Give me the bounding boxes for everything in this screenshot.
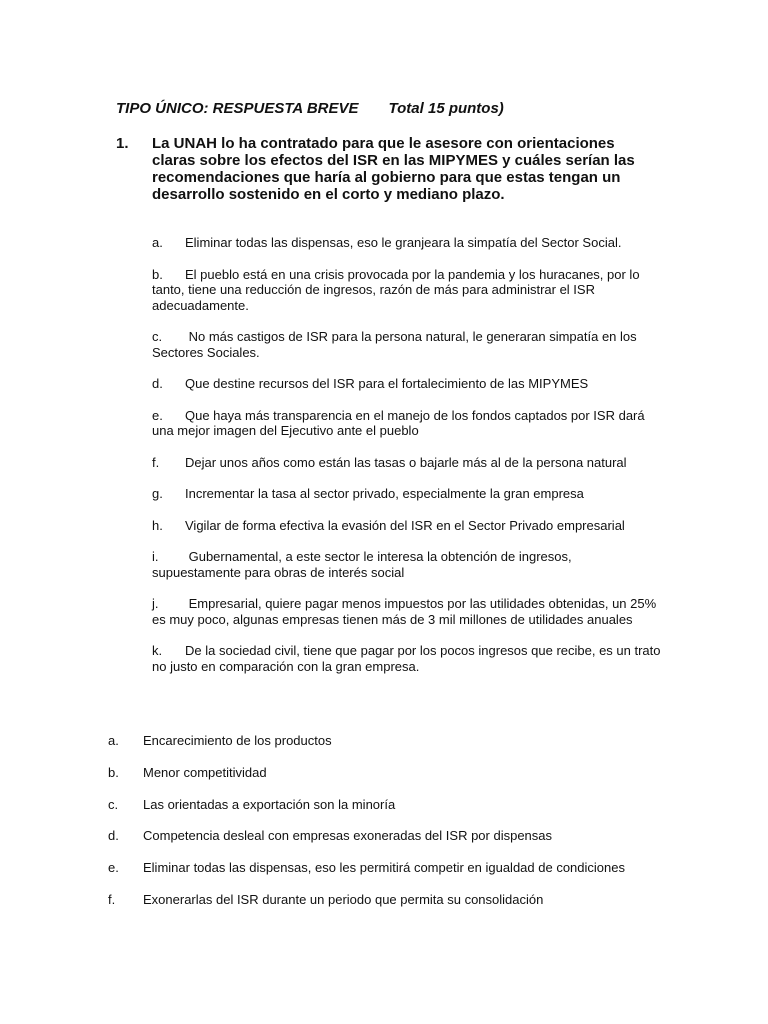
- item-text: Exonerarlas del ISR durante un periodo que permita su consolidación: [143, 891, 544, 907]
- item-letter: b.: [152, 266, 163, 282]
- item-text: No más castigos de ISR para la persona natural, le generaran simpatía en los Sectores Sociales.: [152, 329, 637, 360]
- recommendations-list: [152, 235, 662, 690]
- list-item: [108, 733, 668, 749]
- item-text: Dejar unos años como están las tasas o bajarle más al de la persona natural: [185, 454, 627, 470]
- list-item: [108, 828, 668, 844]
- item-letter: e.: [152, 407, 163, 423]
- list-item: [108, 765, 668, 781]
- heading-total: Total 15 puntos): [388, 100, 504, 117]
- item-text: Gubernamental, a este sector le interesa la obtención de ingresos, supuestamente para obras de interés social: [152, 549, 572, 580]
- item-text: Que haya más transparencia en el manejo de los fondos captados por ISR dará una mejor imagen del Ejecutivo ante el pueblo: [152, 407, 645, 438]
- list-item: [152, 408, 662, 439]
- question-number: 1.: [116, 135, 129, 152]
- item-text: Eliminar todas las dispensas, eso le granjeara la simpatía del Sector Social.: [185, 235, 622, 250]
- list-item: [152, 486, 662, 502]
- list-item: [108, 797, 668, 813]
- item-letter: b.: [108, 764, 119, 780]
- item-letter: j.: [152, 596, 159, 611]
- item-text: El pueblo está en una crisis provocada por la pandemia y los huracanes, por lo tanto, tiene una reducción de ingresos, razón de más para administrar el ISR adecuadamente.: [152, 266, 640, 313]
- item-text: Empresarial, quiere pagar menos impuestos por las utilidades obtenidas, un 25% es muy poco, algunas empresas tienen más de 3 mil millones de utilidades anuales: [152, 596, 657, 627]
- list-item: [152, 329, 662, 360]
- heading-title: TIPO ÚNICO: RESPUESTA BREVE: [116, 100, 359, 117]
- item-text: Las orientadas a exportación son la minoría: [143, 796, 396, 812]
- list-item: [108, 860, 668, 876]
- effects-list: [108, 733, 668, 924]
- item-letter: h.: [152, 517, 163, 533]
- item-text: Menor competitividad: [143, 764, 267, 780]
- item-letter: c.: [108, 796, 119, 812]
- item-letter: a.: [152, 235, 163, 250]
- list-item: [152, 235, 662, 251]
- item-text: Incrementar la tasa al sector privado, especialmente la gran empresa: [185, 486, 584, 501]
- list-item: [152, 267, 662, 314]
- item-text: Que destine recursos del ISR para el fortalecimiento de las MIPYMES: [185, 376, 589, 391]
- item-text: Competencia desleal con empresas exoneradas del ISR por dispensas: [143, 828, 553, 844]
- item-text: Encarecimiento de los productos: [143, 733, 332, 748]
- list-item: [152, 455, 662, 471]
- item-letter: c.: [152, 329, 163, 344]
- section-heading: [116, 100, 504, 118]
- item-letter: d.: [152, 376, 163, 391]
- item-letter: i.: [152, 549, 159, 564]
- question-text: La UNAH lo ha contratado para que le asesore con orientaciones claras sobre los efectos del ISR en las MIPYMES y cuáles serían las recomendaciones que haría al gobierno para que estas tengan un desarrollo sostenido en el corto y mediano plazo.: [152, 135, 635, 203]
- list-item: [152, 596, 662, 627]
- item-letter: g.: [152, 486, 163, 501]
- item-letter: d.: [108, 828, 119, 844]
- list-item: [152, 376, 662, 392]
- item-text: Eliminar todas las dispensas, eso les permitirá competir en igualdad de condiciones: [143, 860, 625, 876]
- list-item: [152, 518, 662, 534]
- item-letter: f.: [108, 891, 116, 907]
- item-text: Vigilar de forma efectiva la evasión del ISR en el Sector Privado empresarial: [185, 517, 625, 533]
- list-item: [152, 549, 662, 580]
- item-letter: f.: [152, 454, 160, 470]
- item-letter: k.: [152, 643, 163, 658]
- list-item: [108, 892, 668, 908]
- list-item: [152, 643, 662, 674]
- item-text: De la sociedad civil, tiene que pagar por los pocos ingresos que recibe, es un trato no justo en comparación con la gran empresa.: [152, 643, 661, 674]
- item-letter: e.: [108, 860, 119, 876]
- item-letter: a.: [108, 733, 119, 748]
